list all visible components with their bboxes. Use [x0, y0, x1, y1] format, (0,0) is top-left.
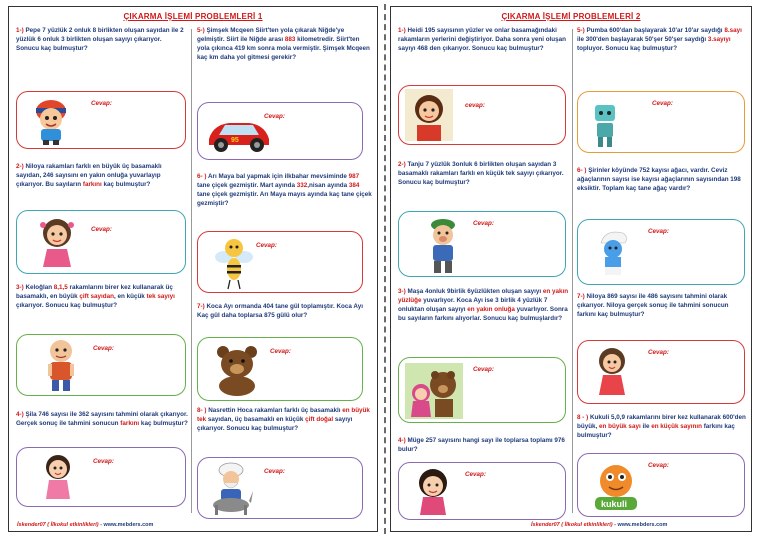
question-3 [398, 288, 570, 324]
question-text: Şirinler köyünde 752 kayısı ağacı, vardır. Ceviz ağaçlarının sayısı ise kayısı ağaçlarının sayısından 198 eksiktir. Toplam kaç tane ağaç vardır? [577, 167, 741, 192]
question-number: 2-) [16, 163, 24, 170]
svg-text:kukuli: kukuli [601, 499, 628, 509]
question-8 [197, 407, 373, 434]
question-number: 2-) [398, 161, 406, 168]
question-text: Kukuli 5,0,9 rakamlarını birer kez kullanarak 600'den büyük, [577, 414, 746, 430]
highlighted-text: 987 [348, 173, 360, 180]
highlighted-text: en yakın onluğa [467, 305, 515, 313]
question-number: 6- ) [197, 173, 207, 180]
column-separator [191, 29, 192, 513]
question-number: 8 - ) [577, 414, 589, 421]
highlighted-text: en yakın yüzlüğe [398, 288, 569, 304]
highlighted-text: 883 [284, 35, 296, 43]
question-text: ile 300'den başlayarak 50'şer 50'şer saydığı [577, 35, 708, 43]
answer-label: Cevap: [648, 228, 669, 235]
answer-label: Cevap: [648, 349, 669, 356]
question-text: sayıdan, üç basamaklı en küçük [206, 415, 306, 423]
masha-bear-icon [405, 363, 463, 419]
question-text: sayıyı çıkarıyor. Sonucu kaç bulmuştur? [197, 415, 353, 432]
highlighted-text: farkını [120, 419, 140, 427]
page-footer [531, 522, 667, 528]
question-text: Niloya rakamları farklı en büyük üç basamaklı sayıdan, 246 sayısını en yakın onluğa yuvarlayıp çıkarıyor. Bu sayıların [16, 163, 162, 188]
worksheet-page-1 [8, 6, 378, 532]
smurf-character-icon [595, 229, 633, 279]
answer-label: Cevap: [270, 348, 291, 355]
question-text: Müge 257 sayısını hangi sayı ile toplarsa toplamı 976 bulur? [398, 437, 565, 453]
question-number: 8- ) [197, 407, 207, 414]
highlighted-text: 332 [296, 181, 308, 189]
column-separator [572, 29, 573, 513]
question-text: çıkarıyor. Sonucu kaç bulmuştur? [16, 301, 118, 309]
question-5 [197, 27, 373, 63]
highlighted-text: 3.sayıyı [707, 35, 731, 43]
question-text: Arı Maya bal yapmak için ilkbahar mevsiminde [206, 173, 349, 180]
question-1 [16, 27, 186, 54]
question-text: kaç bulmuştur? [139, 419, 188, 427]
answer-label: Cevap: [256, 242, 277, 249]
question-text: tane çiçek gezmiştir. Arı Maya mayıs ayında kaç tane çiçek gezmiştir? [197, 190, 372, 207]
answer-label: Cevap: [264, 468, 285, 475]
question-7 [577, 293, 749, 320]
pepe-character-icon [25, 94, 77, 146]
mcqueen-car-icon [205, 111, 273, 155]
highlighted-text: 8,1,5 [53, 284, 68, 291]
highlighted-text: farkını [82, 180, 102, 188]
question-number: 1-) [398, 27, 406, 34]
question-text: rakamlarını birer kez kullanarak üç basamaklı, en büyük [16, 284, 173, 300]
question-number: 1-) [16, 27, 24, 34]
kukuli-logo-icon [589, 459, 643, 513]
question-text: Keloğlan [23, 284, 54, 291]
question-5 [577, 27, 749, 54]
answer-label: Cevap: [93, 345, 114, 352]
question-2 [398, 161, 570, 188]
website-link[interactable]: - www.mebders.com [612, 522, 668, 528]
page-title: ÇIKARMA İŞLEMİ PROBLEMLERİ 2 [501, 12, 641, 21]
question-text: Nasrettin Hoca rakamları farklı üç basamaklı [206, 407, 343, 414]
nasreddin-hoca-icon [207, 461, 255, 517]
question-text: Heidi 195 sayısının yüzler ve onlar basamağındaki rakamların yerlerini değiştiriyor. Daha sonra yeni oluşan sayıyı 468 den çıkarıyor. Sonucu kaç bulmuştur? [398, 27, 566, 52]
question-text: tane çiçek gezmiştir. Mart ayında [197, 181, 297, 189]
question-number: 5-) [577, 27, 585, 34]
bee-maya-icon [212, 235, 256, 291]
highlighted-text: çift sayıdan [79, 292, 115, 300]
sila-character-icon [37, 453, 79, 503]
question-text: yuvarlıyor. Koca Ayı ise 3 birlik 4 yüzlük 7 onluktan oluşan sayıyı [398, 296, 548, 313]
page-title: ÇIKARMA İŞLEMİ PROBLEMLERİ 1 [123, 12, 263, 21]
highlighted-text: en büyük sayı [599, 422, 641, 430]
question-3 [16, 284, 188, 311]
robot-toy-icon [589, 101, 621, 149]
answer-label: Cevap: [473, 220, 494, 227]
question-text: ,nisan ayında [307, 181, 349, 189]
keloglan-character-icon [39, 337, 83, 393]
answer-label: Cevap: [91, 100, 112, 107]
question-8 [577, 414, 749, 441]
question-text: yuvarlıyor. Sonra bu sayıların farkını alıyorlar. Sonucu kaç bulmuşlardır? [398, 305, 568, 322]
question-2 [16, 163, 188, 190]
question-number: 5-) [197, 27, 205, 34]
author-signature: İskender07 ( İlkokul etkinlikleri) [531, 522, 613, 528]
question-1 [398, 27, 568, 54]
highlighted-text: çift doğal [305, 415, 334, 423]
question-text: Şimşek Mcqeen Siirt'ten yola çıkarak Niğde'ye gelmiştir. Siirt ile Niğde arası [197, 27, 345, 43]
answer-label: Cevap: [93, 458, 114, 465]
heidi-character-icon [405, 89, 453, 141]
niloya-character-icon [33, 215, 81, 271]
svg-text:95: 95 [231, 137, 239, 144]
page-cut-divider [384, 4, 386, 534]
author-signature: İskender07 ( İlkokul etkinlikleri) [17, 522, 99, 528]
highlighted-text: en küçük sayının [651, 422, 702, 430]
question-number: 4-) [16, 411, 24, 418]
page-footer [17, 522, 153, 528]
question-number: 3-) [398, 288, 406, 295]
answer-label: Cevap: [652, 100, 673, 107]
question-number: 7-) [197, 303, 205, 310]
question-text: Niloya 869 sayısı ile 486 sayısını tahmini olarak çıkarıyor. Niloya gerçek sonuç ile tahmini sonucun farkını kaç bulmuştur? [577, 293, 729, 318]
question-text: Tanju 7 yüzlük 3onluk 6 birlikten oluşan sayıdan 3 basamaklı rakamları farklı en küçük tek sayıyı çıkarıyor. Sonucu kaç bulmuştur? [398, 161, 564, 186]
question-text: farkını kaç bulmuştur? [577, 422, 735, 439]
question-number: 6- ) [577, 167, 587, 174]
question-4 [398, 437, 570, 455]
answer-label: cevap: [465, 102, 485, 109]
question-number: 3-) [16, 284, 24, 291]
highlighted-text: 384 [348, 181, 360, 189]
question-text: Şila 746 sayısı ile 362 sayısını tahmini olarak çıkarıyor. Gerçek sonuç ile tahmini sonucun [16, 411, 188, 427]
answer-label: Cevap: [91, 226, 112, 233]
question-text: topluyor. Sonucu kaç bulmuştur? [577, 44, 678, 52]
question-text: Pumba 600'dan başlayarak 10'ar 10'ar saydığı [584, 27, 725, 34]
question-4 [16, 411, 188, 429]
highlighted-text: 8.sayı [724, 27, 742, 34]
question-text: ile [640, 422, 652, 430]
muge-character-icon [411, 467, 455, 517]
question-text: Maşa 4onluk 9birlik 6yüzlükten oluşan sayıyı [405, 288, 543, 295]
answer-label: Cevap: [465, 471, 486, 478]
tanju-character-icon [421, 217, 465, 275]
question-number: 4-) [398, 437, 406, 444]
answer-label: Cevap: [473, 366, 494, 373]
highlighted-text: en büyük tek [197, 407, 370, 423]
bear-character-icon [209, 342, 265, 396]
question-text: kilometredir. Siirt'ten yola çıkınca 419 km sonra mola vermiştir. Şimşek Mcqeen kaç km daha yol gitmesi gerekir? [197, 35, 370, 61]
highlighted-text: tek sayıyı [146, 292, 175, 300]
question-text: Pepe 7 yüzlük 2 onluk 8 birlikten oluşan sayıdan ile 2 yüzlük 6 onluk 3 birlikten oluşan sayıyı çıkarıyor. Sonucu kaç bulmuştur? [16, 27, 184, 52]
question-text: , en küçük [114, 292, 147, 300]
question-text: kaç bulmuştur? [101, 180, 151, 188]
question-6 [577, 167, 749, 194]
question-7 [197, 303, 373, 321]
question-text: Koca Ayı ormanda 404 tane gül toplamıştır. Koca Ayı Kaç gül daha toplarsa 875 gülü olur? [197, 303, 363, 319]
website-link[interactable]: - www.mebders.com [98, 522, 154, 528]
answer-label: Cevap: [648, 462, 669, 469]
question-number: 7-) [577, 293, 585, 300]
question-6 [197, 173, 373, 209]
niloya-character-icon [591, 345, 633, 401]
worksheet-page-2 [390, 6, 752, 532]
answer-label: Cevap: [264, 113, 285, 120]
